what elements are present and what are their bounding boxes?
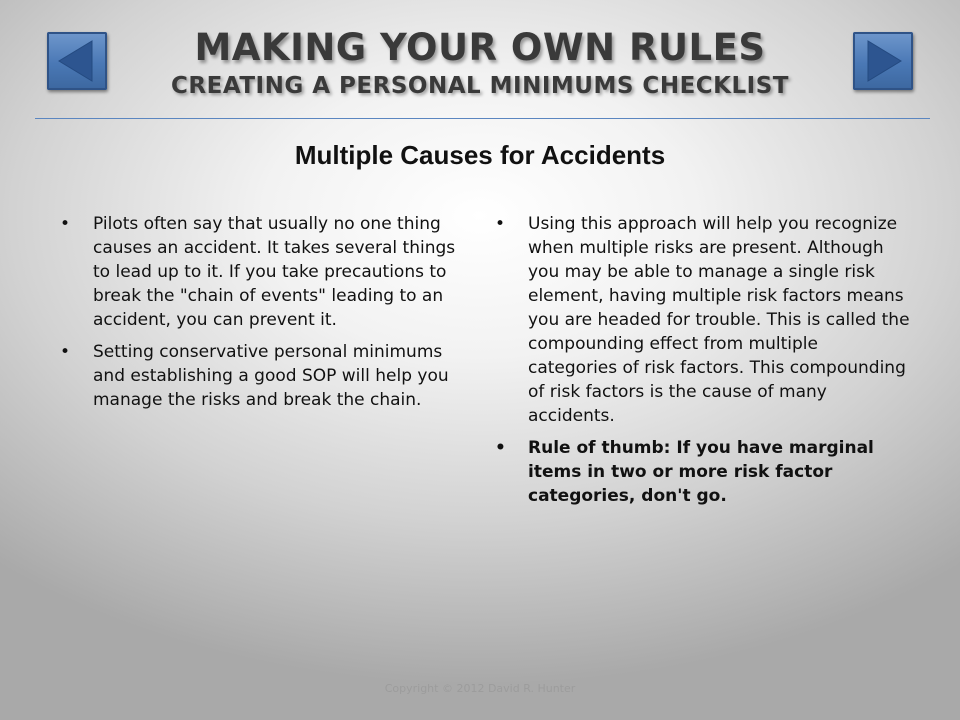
previous-slide-button[interactable] [47, 32, 107, 90]
bullet-item [60, 212, 472, 332]
header-divider [35, 118, 930, 119]
left-triangle-icon [47, 32, 107, 90]
bullet-icon: • [60, 214, 71, 234]
right-triangle-icon [853, 32, 913, 90]
bullet-item [495, 212, 910, 428]
bullet-icon: • [495, 438, 506, 458]
bullet-text: Rule of thumb: If you have marginal items in two or more risk factor categories, don't go. [528, 438, 874, 506]
right-bullet-list [495, 212, 910, 516]
bullet-text: Setting conservative personal minimums and establishing a good SOP will help you manage the risks and break the chain. [93, 342, 449, 410]
copyright-footer: Copyright © 2012 David R. Hunter [384, 682, 576, 695]
bullet-icon: • [60, 342, 71, 362]
slide-title: MAKING YOUR OWN RULES [194, 26, 766, 69]
bullet-text: Pilots often say that usually no one thing causes an accident. It takes several things to lead up to it. If you take precautions to break the "chain of events" leading to an accident, you can prevent it. [93, 214, 456, 330]
content-heading: Multiple Causes for Accidents [294, 140, 666, 170]
slide-subtitle: CREATING A PERSONAL MINIMUMS CHECKLIST [171, 73, 789, 99]
bullet-item [60, 340, 472, 412]
bullet-item-rule-of-thumb [495, 436, 910, 508]
bullet-text: Using this approach will help you recognize when multiple risks are present. Although you may be able to manage a single risk element, having multiple risk factors means you are headed for trouble. This is called the compounding effect from multiple categories of risk factors. This compounding of risk factors is the cause of many accidents. [528, 214, 910, 426]
bullet-icon: • [495, 214, 506, 234]
left-bullet-list [60, 212, 472, 420]
next-slide-button[interactable] [853, 32, 913, 90]
